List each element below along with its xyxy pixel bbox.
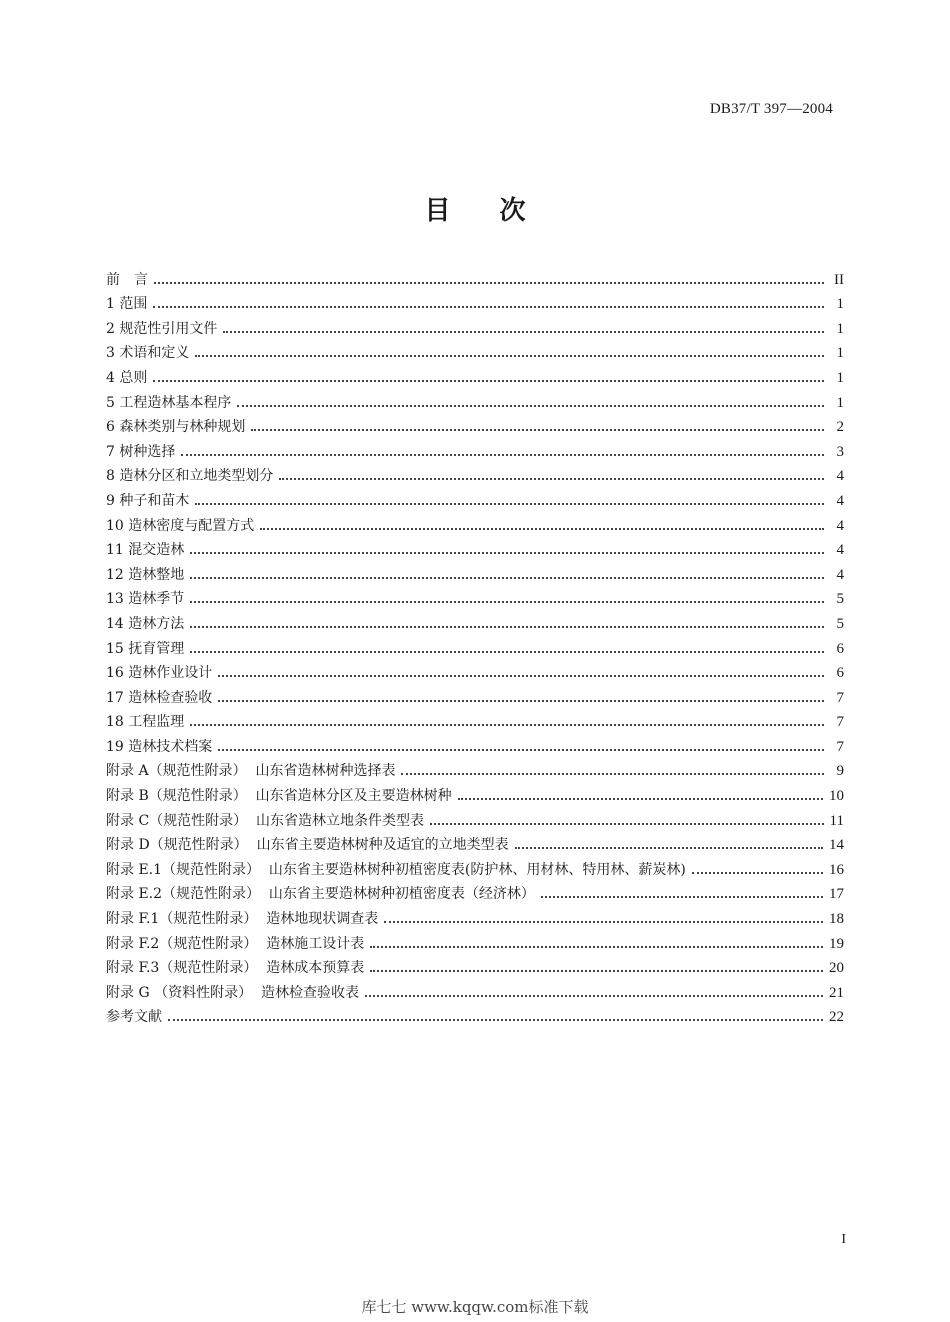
toc-entry-label: 3 术语和定义 (106, 345, 190, 362)
toc-entry-page: 16 (829, 861, 844, 878)
toc-entry[interactable] (106, 879, 844, 904)
toc-entry-page: 11 (829, 812, 844, 829)
toc-entry[interactable] (106, 854, 844, 879)
toc-dot-leader (190, 724, 824, 726)
toc-entry[interactable] (106, 264, 844, 289)
toc-entry-page: 10 (829, 788, 844, 805)
toc-dot-leader (190, 601, 824, 603)
toc-entry-page: 1 (836, 369, 844, 386)
toc-entry-page: 5 (836, 591, 844, 608)
toc-entry-label: 附录 F.3（规范性附录） 造林成本预算表 (106, 960, 365, 977)
page-number: I (841, 1232, 846, 1247)
toc-entry-page: 2 (836, 419, 844, 436)
toc-entry-page: 22 (829, 1009, 844, 1026)
toc-entry-label: 17 造林检查验收 (106, 689, 213, 706)
toc-entry-page: 4 (836, 492, 844, 509)
toc-entry[interactable] (106, 535, 844, 560)
toc-entry[interactable] (106, 338, 844, 363)
toc-entry-page: 6 (836, 665, 844, 682)
watermark: 库七七 www.kqqw.com标准下载 (361, 1298, 589, 1316)
toc-entry[interactable] (106, 707, 844, 732)
toc-entry[interactable] (106, 584, 844, 609)
toc-entry-label: 18 工程监理 (106, 714, 185, 731)
toc-entry-label: 8 造林分区和立地类型划分 (106, 468, 274, 485)
toc-entry-label: 参考文献 (106, 1009, 162, 1026)
toc-entry-label: 附录 D（规范性附录） 山东省主要造林树种及适宜的立地类型表 (106, 837, 509, 854)
toc-dot-leader (181, 454, 824, 456)
toc-entry[interactable] (106, 731, 844, 756)
toc-dot-leader (370, 946, 823, 948)
toc-entry-label: 1 范围 (106, 296, 148, 313)
toc-entry-label: 7 树种选择 (106, 443, 176, 460)
standard-code: DB37/T 397—2004 (709, 101, 833, 117)
toc-entry-page: 1 (836, 345, 844, 362)
toc-entry[interactable] (106, 682, 844, 707)
toc-entry-label: 5 工程造林基本程序 (106, 394, 232, 411)
toc-dot-leader (195, 503, 824, 505)
toc-entry-page: 4 (836, 566, 844, 583)
toc-entry-page: 4 (836, 542, 844, 559)
toc-entry-label: 附录 E.2（规范性附录） 山东省主要造林树种初植密度表（经济林） (106, 886, 535, 903)
toc-entry-page: 17 (829, 886, 844, 903)
toc-entry[interactable] (106, 830, 844, 855)
toc-entry-label: 16 造林作业设计 (106, 665, 213, 682)
toc-entry[interactable] (106, 485, 844, 510)
page-title: 目 次 (424, 196, 526, 226)
toc-dot-leader (153, 380, 824, 382)
toc-dot-leader (223, 331, 824, 333)
toc-entry[interactable] (106, 805, 844, 830)
toc-entry[interactable] (106, 756, 844, 781)
toc-entry-label: 6 森林类别与林种规划 (106, 419, 246, 436)
toc-dot-leader (458, 798, 823, 800)
toc-entry-label: 附录 E.1（规范性附录） 山东省主要造林树种初植密度表(防护林、用材林、特用林、薪炭林) (106, 861, 686, 878)
toc-entry-page: 1 (836, 296, 844, 313)
toc-entry[interactable] (106, 977, 844, 1002)
toc-entry-page: 21 (829, 984, 844, 1001)
toc-entry-page: 14 (829, 837, 844, 854)
toc-entry-page: 5 (836, 615, 844, 632)
toc-entry-label: 11 混交造林 (106, 542, 185, 559)
toc-entry[interactable] (106, 903, 844, 928)
toc-entry[interactable] (106, 412, 844, 437)
toc-dot-leader (218, 675, 824, 677)
toc-dot-leader (692, 872, 823, 874)
toc-entry-label: 附录 C（规范性附录） 山东省造林立地条件类型表 (106, 812, 425, 829)
toc-entry-label: 附录 G （资料性附录） 造林检查验收表 (106, 984, 359, 1001)
toc-entry-page: 18 (829, 911, 844, 928)
toc-entry-label: 15 抚育管理 (106, 640, 185, 657)
toc-dot-leader (195, 355, 824, 357)
toc-entry-page: 7 (836, 689, 844, 706)
toc-entry-page: 4 (836, 468, 844, 485)
toc-entry-page: 4 (836, 517, 844, 534)
toc-entry-label: 附录 F.2（规范性附录） 造林施工设计表 (106, 935, 365, 952)
toc-entry-page: 1 (836, 394, 844, 411)
toc-entry-label: 前 言 (106, 271, 148, 288)
toc-dot-leader (153, 306, 824, 308)
toc-entry-label: 14 造林方法 (106, 615, 185, 632)
toc-entry-label: 12 造林整地 (106, 566, 185, 583)
toc-entry-label: 9 种子和苗木 (106, 492, 190, 509)
toc-dot-leader (237, 405, 824, 407)
toc-dot-leader (260, 528, 824, 530)
toc-dot-leader (154, 282, 824, 284)
toc-entry-label: 2 规范性引用文件 (106, 320, 218, 337)
toc-entry[interactable] (106, 1002, 844, 1027)
toc-entry-label: 附录 A（规范性附录） 山东省造林树种选择表 (106, 763, 396, 780)
toc-entry-label: 10 造林密度与配置方式 (106, 517, 255, 534)
toc-entry-label: 附录 F.1（规范性附录） 造林地现状调查表 (106, 911, 379, 928)
toc-entry-page: 19 (829, 935, 844, 952)
toc-entry[interactable] (106, 510, 844, 535)
toc-entry-page: 9 (836, 763, 844, 780)
toc-entry-page: 7 (836, 738, 844, 755)
toc-entry-label: 4 总则 (106, 369, 148, 386)
toc-entry[interactable] (106, 928, 844, 953)
toc-entry[interactable] (106, 461, 844, 486)
toc-dot-leader (384, 921, 823, 923)
toc-dot-leader (190, 626, 824, 628)
toc-entry[interactable] (106, 313, 844, 338)
toc-dot-leader (190, 552, 824, 554)
toc-dot-leader (218, 700, 824, 702)
toc-entry[interactable] (106, 658, 844, 683)
toc-dot-leader (218, 749, 824, 751)
toc-entry-page: 1 (836, 320, 844, 337)
toc-entry-label: 附录 B（规范性附录） 山东省造林分区及主要造林树种 (106, 788, 452, 805)
toc-entry[interactable] (106, 953, 844, 978)
toc-dot-leader (541, 896, 823, 898)
table-of-contents (106, 264, 844, 1026)
toc-entry-page: 7 (836, 714, 844, 731)
toc-entry[interactable] (106, 362, 844, 387)
toc-entry[interactable] (106, 780, 844, 805)
toc-entry-label: 19 造林技术档案 (106, 738, 213, 755)
toc-entry[interactable] (106, 608, 844, 633)
toc-entry[interactable] (106, 633, 844, 658)
toc-dot-leader (190, 577, 824, 579)
toc-dot-leader (251, 429, 824, 431)
toc-entry-page: 20 (829, 960, 844, 977)
toc-entry[interactable] (106, 436, 844, 461)
toc-entry[interactable] (106, 289, 844, 314)
toc-entry[interactable] (106, 559, 844, 584)
toc-dot-leader (430, 823, 823, 825)
toc-dot-leader (370, 970, 823, 972)
toc-dot-leader (168, 1019, 823, 1021)
toc-dot-leader (365, 995, 823, 997)
toc-entry-page: 6 (836, 640, 844, 657)
toc-entry[interactable] (106, 387, 844, 412)
toc-dot-leader (279, 478, 824, 480)
toc-dot-leader (401, 773, 824, 775)
toc-entry-page: II (834, 271, 844, 288)
toc-dot-leader (190, 651, 824, 653)
toc-entry-page: 3 (836, 443, 844, 460)
toc-entry-label: 13 造林季节 (106, 591, 185, 608)
toc-dot-leader (515, 847, 823, 849)
